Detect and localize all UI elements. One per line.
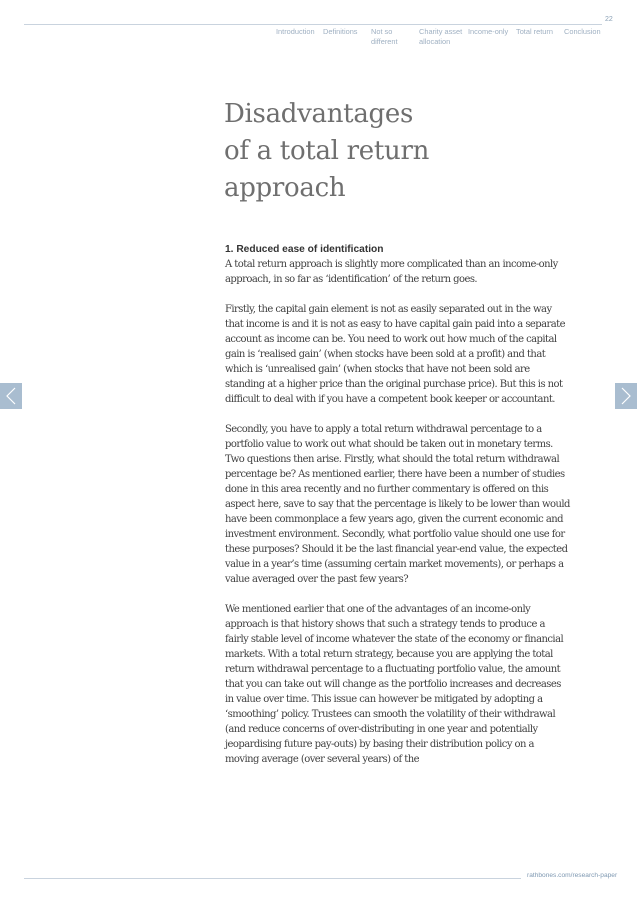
nav-label: Charity asset xyxy=(419,27,463,36)
nav-label-line2: different xyxy=(371,37,398,46)
page-number: 22 xyxy=(605,16,613,23)
page-title-line: approach xyxy=(224,173,346,203)
footer-rule xyxy=(24,878,521,879)
nav-label: Definitions xyxy=(323,27,358,36)
paragraph: Secondly, you have to apply a total return withdrawal percentage to a portfolio value to work out what should be taken out in monetary terms. Two questions then arise. Firstly, what should the total return withdrawal percentage be? As mentioned earlier, there have been a number of studies done in this area recently and no further commentary is offered on this aspect here, save to say that the percentage is likely to be lower than would have been commonplace a few years ago, given the current economic and investment environment. Secondly, what portfolio value should one use for these purposes? Should it be the last financial year-end value, the expected value in a year’s time (assuming certain market movements), or perhaps a value averaged over the past few years? xyxy=(225,424,570,585)
section-heading: 1. Reduced ease of identification xyxy=(225,244,384,255)
nav-label-line2: allocation xyxy=(419,37,451,46)
nav-not-so-different[interactable] xyxy=(371,27,398,47)
nav-income-only[interactable] xyxy=(468,27,508,37)
nav-total-return[interactable] xyxy=(516,27,553,37)
footer-link[interactable]: rathbones.com/research-paper xyxy=(527,872,618,879)
nav-definitions[interactable] xyxy=(323,27,358,37)
nav-label: Conclusion xyxy=(564,27,601,36)
nav-label: Not so xyxy=(371,27,393,36)
nav-charity-asset-allocation[interactable] xyxy=(419,27,462,47)
article-body xyxy=(225,242,570,782)
nav-label: Income-only xyxy=(468,27,509,36)
page-title-line: Disadvantages xyxy=(224,99,414,129)
page-title-line: of a total return xyxy=(224,136,430,166)
paragraph: A total return approach is slightly more complicated than an income-only approach, in so far as ‘identification’ of the return goes. xyxy=(225,259,558,285)
nav-label: Total return xyxy=(516,27,553,36)
paragraph: Firstly, the capital gain element is not as easily separated out in the way that income is and it is not as easy to have capital gain paid into a separate account as income can be. You need to work out how much of the capital gain is ‘realised gain’ (when stocks have been sold at a profit) and that which is ‘unrealised gain’ (when stocks that have not been sold are standing at a higher price than the original purchase price). But this is not difficult to deal with if you have a competent book keeper or accountant. xyxy=(225,304,566,405)
nav-label: Introduction xyxy=(276,27,315,36)
nav-introduction[interactable] xyxy=(276,27,315,37)
chevron-right-icon xyxy=(615,383,637,409)
previous-page-button[interactable] xyxy=(0,383,22,409)
paragraph: We mentioned earlier that one of the advantages of an income-only approach is that history shows that such a strategy tends to produce a fairly stable level of income whatever the state of the economy or financial markets. With a total return strategy, because you are applying the total return withdrawal percentage to a fluctuating portfolio value, the amount that you can take out will change as the portfolio increases and decreases in value over time. This issue can however be mitigated by adopting a ‘smoothing’ policy. Trustees can smooth the volatility of their withdrawal (and reduce concerns of over-distributing in one year and potentially jeopardising future pay-outs) by basing their distribution policy on a moving average (over several years) of the xyxy=(225,604,564,765)
nav-conclusion[interactable] xyxy=(564,27,601,37)
page-title xyxy=(224,96,584,207)
next-page-button[interactable] xyxy=(615,383,637,409)
header-rule xyxy=(24,24,602,25)
chevron-left-icon xyxy=(0,383,22,409)
